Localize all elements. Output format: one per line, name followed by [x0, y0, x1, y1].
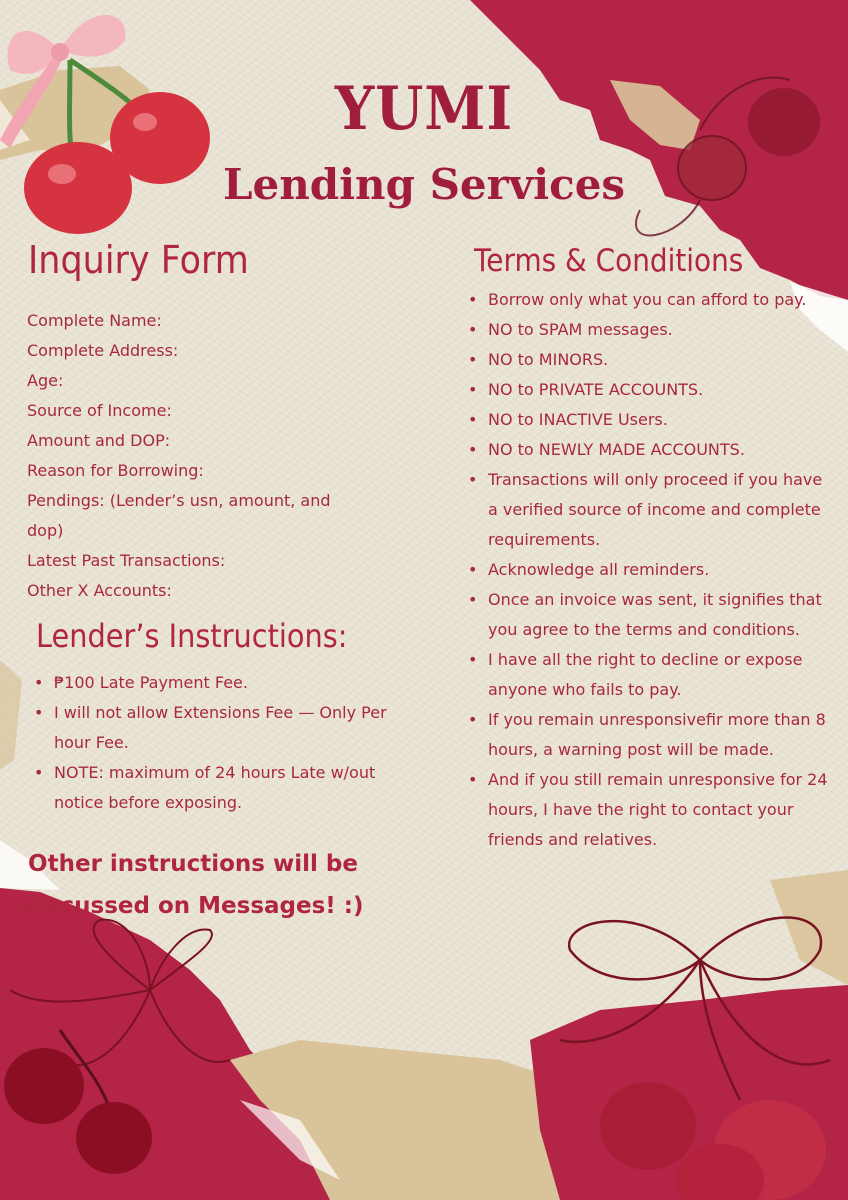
list-item: • NOTE: maximum of 24 hours Late w/out notice before exposing.: [28, 758, 388, 818]
field-amount-and-dop: Amount and DOP:: [27, 431, 171, 450]
inquiry-form-heading: Inquiry Form: [28, 238, 249, 282]
list-item: • And if you still remain unresponsive for 24 hours, I have the right to contact your friends and relatives.: [462, 765, 832, 855]
list-item: • Acknowledge all reminders.: [462, 555, 832, 585]
list-item: • NO to MINORS.: [462, 345, 832, 375]
lender-instructions-heading: Lender’s Instructions:: [36, 617, 348, 655]
list-item: • I have all the right to decline or expose anyone who fails to pay.: [462, 645, 832, 705]
list-item: • NO to NEWLY MADE ACCOUNTS.: [462, 435, 832, 465]
other-instructions-note: [8, 843, 378, 927]
field-complete-name: Complete Name:: [27, 311, 162, 330]
list-item: • ₱100 Late Payment Fee.: [28, 668, 388, 698]
inquiry-form-fields: [27, 306, 387, 606]
terms-list: [462, 285, 832, 855]
list-item: • I will not allow Extensions Fee — Only Per hour Fee.: [28, 698, 388, 758]
page-title: YUMI: [334, 74, 514, 144]
field-source-of-income: Source of Income:: [27, 401, 172, 420]
lender-instructions-list: [28, 668, 388, 818]
list-item: • Transactions will only proceed if you have a verified source of income and complete requirements.: [462, 465, 832, 555]
other-note-line-1: Other instructions will be: [28, 851, 358, 877]
list-item: • Borrow only what you can afford to pay.: [462, 285, 832, 315]
field-age: Age:: [27, 371, 64, 390]
field-other-x-accounts: Other X Accounts:: [27, 581, 172, 600]
list-item: • NO to SPAM messages.: [462, 315, 832, 345]
list-item: • NO to PRIVATE ACCOUNTS.: [462, 375, 832, 405]
page-subtitle: Lending Services: [222, 160, 626, 209]
other-note-line-2: discussed on Messages! :): [22, 893, 364, 919]
list-item: • If you remain unresponsivefir more than 8 hours, a warning post will be made.: [462, 705, 832, 765]
terms-heading: Terms & Conditions: [474, 243, 744, 279]
field-latest-past-transactions: Latest Past Transactions:: [27, 551, 226, 570]
field-pendings: Pendings: (Lender’s usn, amount, and dop): [27, 491, 331, 540]
field-reason-for-borrowing: Reason for Borrowing:: [27, 461, 204, 480]
field-complete-address: Complete Address:: [27, 341, 179, 360]
list-item: • NO to INACTIVE Users.: [462, 405, 832, 435]
list-item: • Once an invoice was sent, it signifies that you agree to the terms and conditions.: [462, 585, 832, 645]
